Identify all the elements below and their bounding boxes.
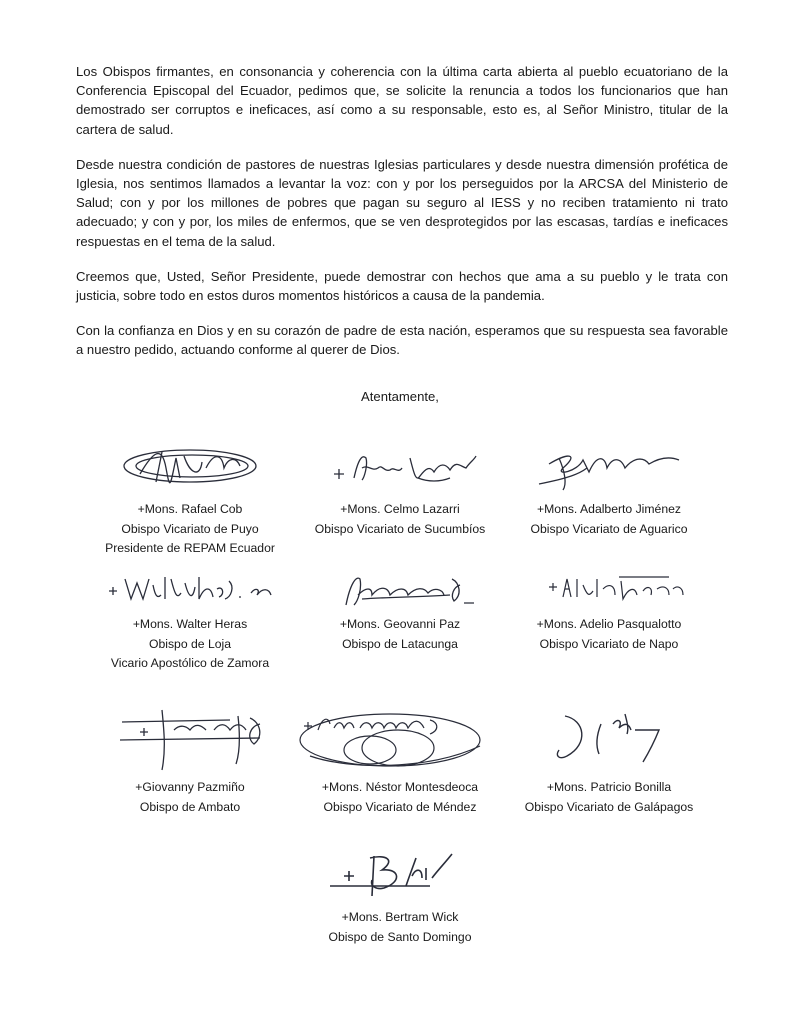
paragraph-3: Creemos que, Usted, Señor Presidente, puede demostrar con hechos que ama a su pueblo y le trata con justicia, sobre todo en estos duros momentos históricos a causa de la pandemia. (76, 268, 728, 304)
signatory-block-7 (75, 700, 305, 817)
signatory-name: +Mons. Adalberto Jiménez (537, 502, 681, 516)
signatory-block-8 (285, 700, 515, 817)
signatory-block-6 (494, 565, 724, 654)
signatory-title: Obispo Vicariato de Puyo (121, 521, 259, 536)
signature-giovanny-pazmino (100, 700, 280, 776)
signatory-name: +Mons. Patricio Bonilla (546, 780, 672, 794)
signatory-block-2 (285, 438, 515, 539)
signatory-name: +Mons. Bertram Wick (341, 910, 459, 924)
signatory-name: +Mons. Celmo Lazarri (340, 502, 460, 516)
signatory-name: +Mons. Adelio Pasqualotto (536, 617, 682, 631)
signatory-block-10 (285, 846, 515, 947)
signature-bertram-wick (310, 846, 490, 906)
signatory-title: Obispo Vicariato de Aguarico (530, 521, 688, 536)
signatory-block-1 (75, 438, 305, 559)
paragraph-1: Los Obispos firmantes, en consonancia y coherencia con la última carta abierta al pueblo ecuatoriano de la Conferencia Episcopal del Ecuador, pedimos que, se solicite la renuncia a todos los funcionarios que han demostrado ser corruptos e ineficaces, así como a su responsable, esto es, al Señor Ministro, titular de la cartera de salud. (76, 64, 728, 137)
signature-rafael-cob (110, 438, 270, 498)
signatory-title: Obispo Vicariato de Méndez (323, 799, 477, 814)
paragraph-4: Con la confianza en Dios y en su corazón de padre de esta nación, esperamos que su respuesta sea favorable a nuestro pedido, actuando conforme al querer de Dios. (76, 323, 728, 358)
signature-nestor-montesdeoca (280, 700, 500, 776)
signatory-name: +Mons. Néstor Montesdeoca (321, 780, 479, 794)
signatory-name: +Mons. Rafael Cob (137, 502, 243, 516)
signature-walter-heras (95, 565, 285, 613)
signatory-block-9 (494, 700, 724, 817)
signatory-title: Obispo de Loja (149, 636, 231, 651)
signatory-title: Obispo Vicariato de Napo (539, 636, 679, 651)
signature-adalberto-jimenez (519, 438, 699, 498)
signature-celmo-lazzari (310, 438, 490, 498)
signatory-title: Obispo Vicariato de Galápagos (524, 799, 694, 814)
closing-salutation: Atentamente, (361, 389, 439, 404)
letter-body (76, 62, 728, 376)
signatory-extra: Presidente de REPAM Ecuador (105, 541, 275, 555)
signatory-name: +Mons. Walter Heras (132, 617, 248, 631)
signatory-block-4 (75, 565, 305, 674)
signatory-extra: Vicario Apostólico de Zamora (110, 656, 270, 670)
signature-patricio-bonilla (519, 700, 699, 776)
signatory-title: Obispo Vicariato de Sucumbíos (314, 521, 486, 536)
signatory-block-3 (494, 438, 724, 539)
signature-adelio-pasqualotto (519, 565, 699, 613)
signature-geovanni-paz (310, 565, 490, 613)
signatory-name: +Giovanny Pazmiño (135, 780, 245, 794)
signatory-title: Obispo de Latacunga (342, 636, 458, 651)
signatory-name: +Mons. Geovanni Paz (339, 617, 461, 631)
paragraph-2: Desde nuestra condición de pastores de nuestras Iglesias particulares y desde nuestra dimensión profética de Iglesia, nos sentimos llamados a levantar la voz: con y por los perseguidos por la ARCSA del Ministerio de Salud; con y por los millones de pobres que pagan su seguro al IESS y no reciben tratamiento ni trato adecuado; y con y por, los miles de enfermos, que se ven desprotegidos por las escasas, tardías e ineficaces respuestas en el tema de la salud. (76, 156, 728, 249)
signatory-title: Obispo de Ambato (139, 799, 241, 814)
signatory-block-5 (285, 565, 515, 654)
signatory-title: Obispo de Santo Domingo (328, 929, 472, 944)
